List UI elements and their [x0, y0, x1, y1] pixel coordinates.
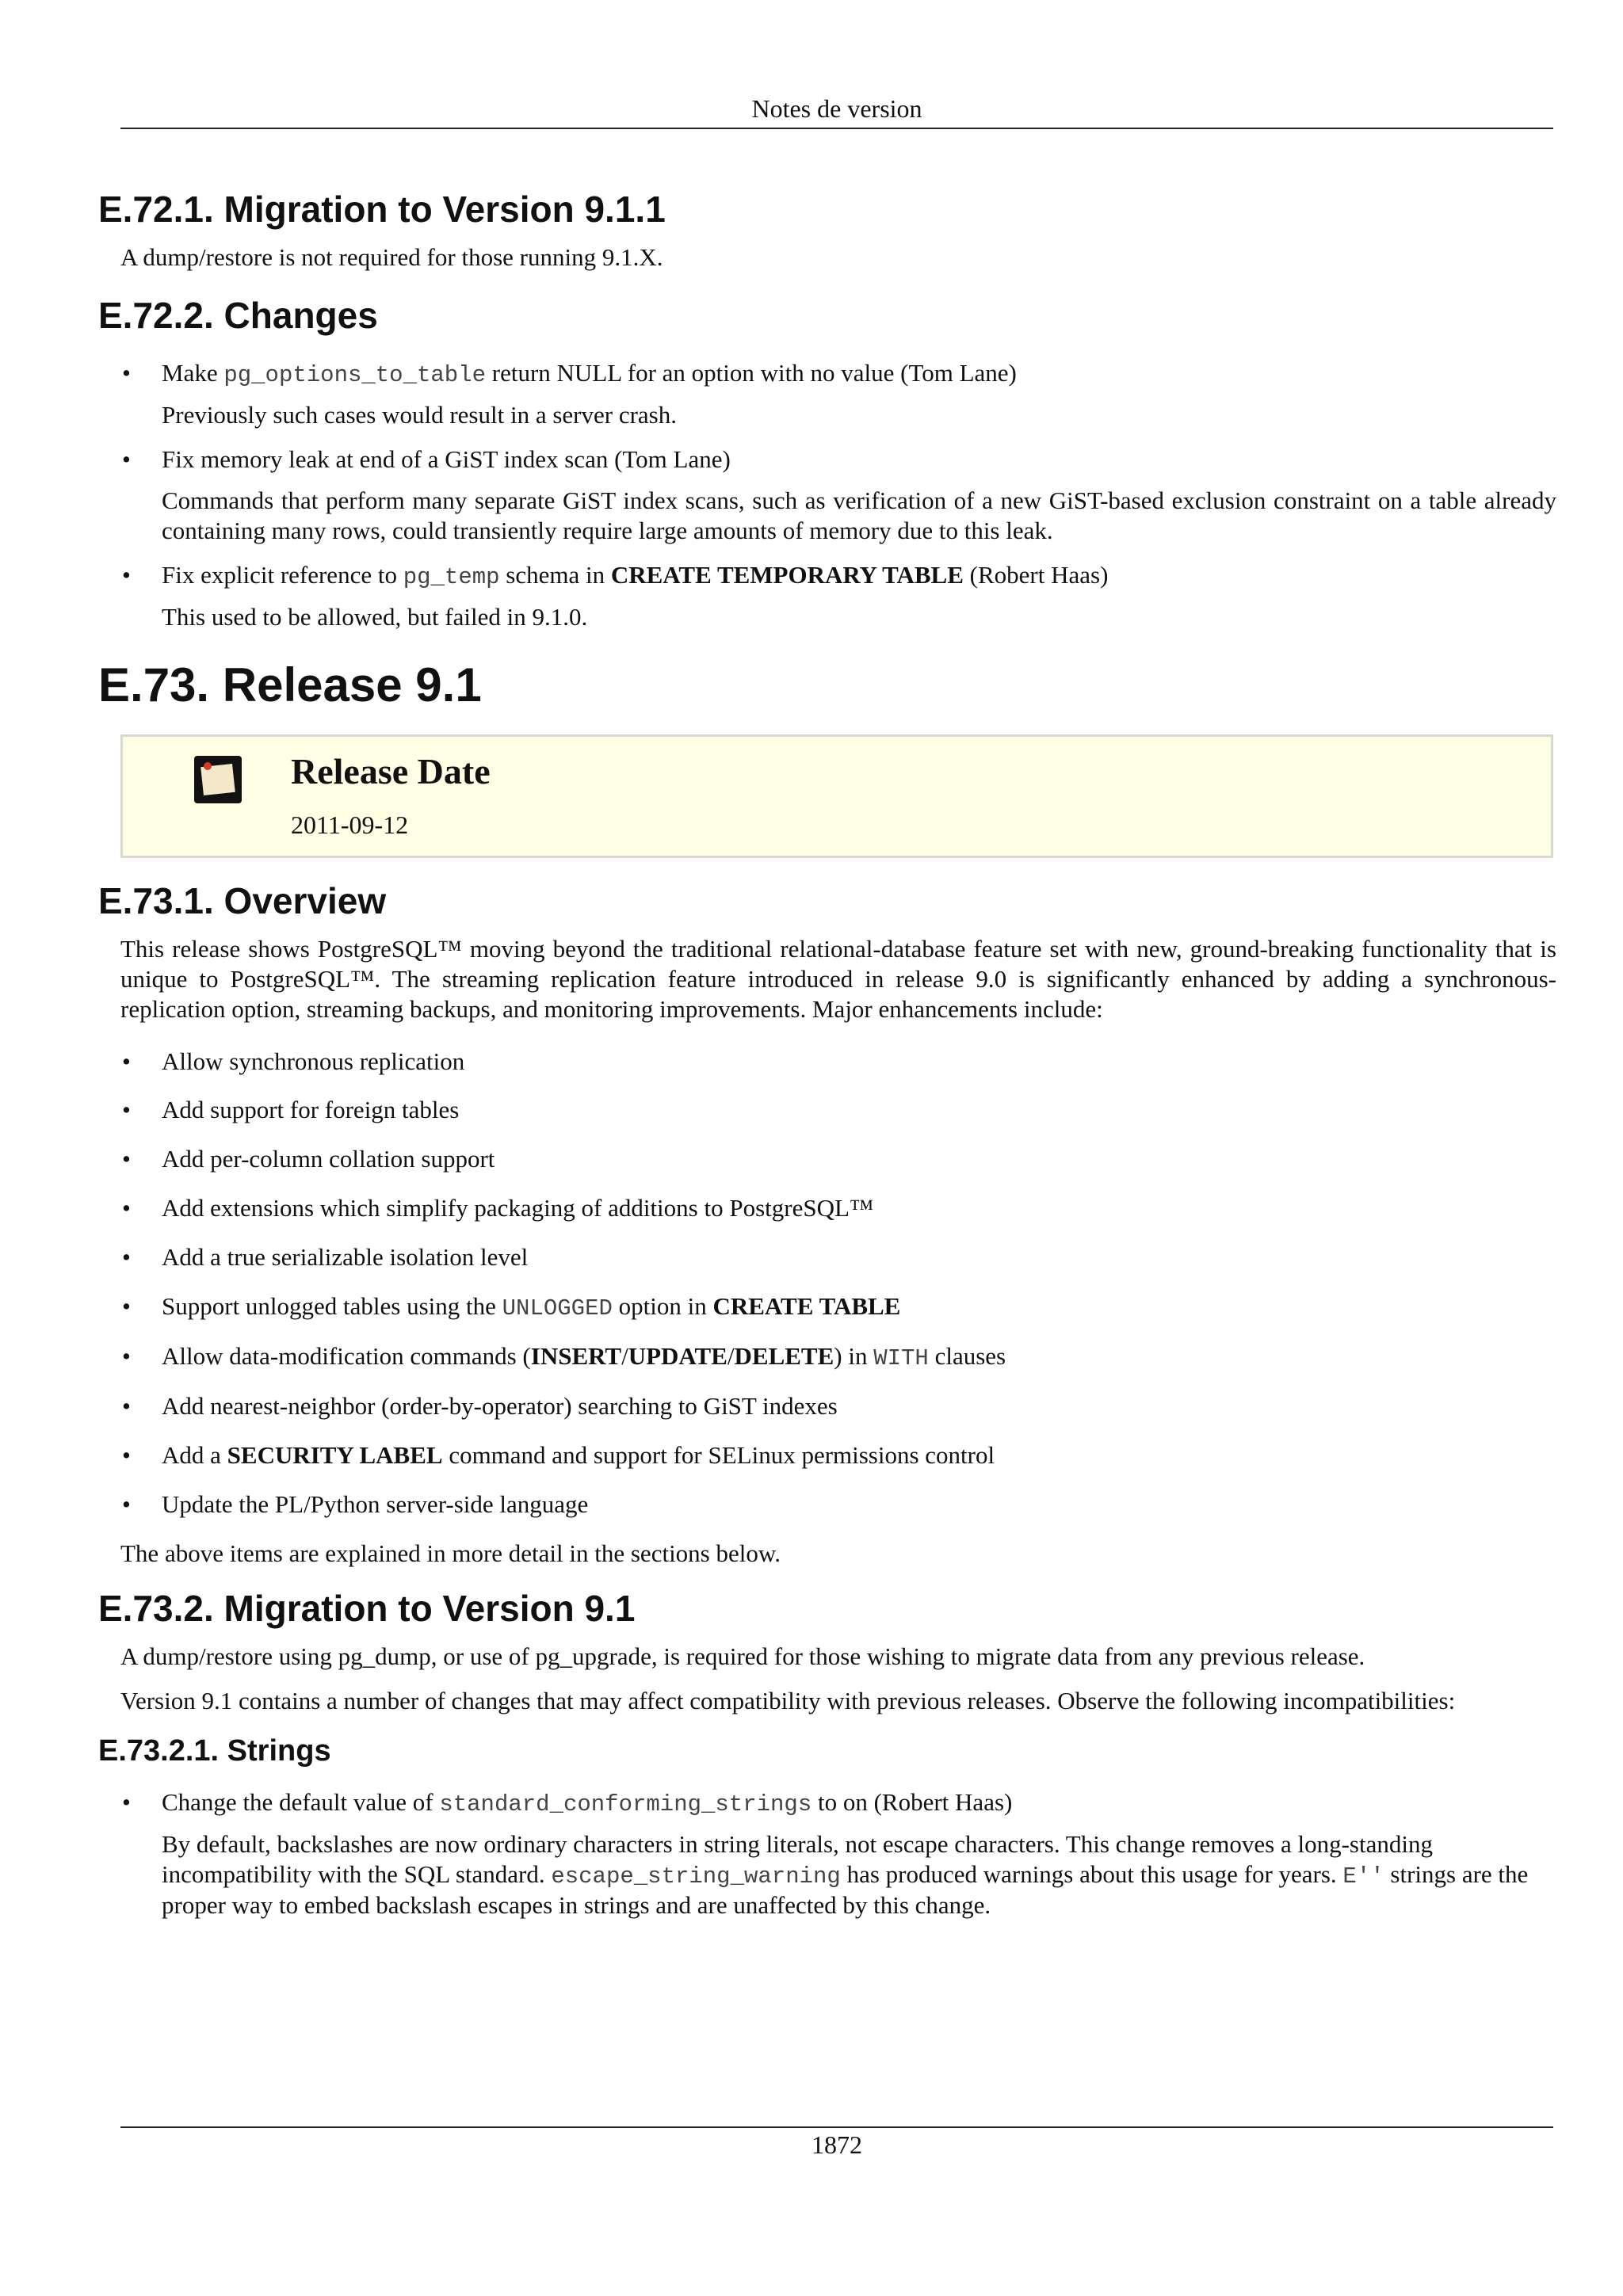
list-item: • Add per-column collation support [98, 1144, 1556, 1174]
inline-code: standard_conforming_strings [439, 1791, 812, 1817]
item-detail: Commands that perform many separate GiST index scans, such as verification of a new GiST-based exclusion constraint on a table already containing many rows, could transiently require large amounts of memory due to this leak. [162, 486, 1556, 544]
section-heading-changes: E.72.2. Changes [98, 294, 378, 336]
page-content [98, 187, 1556, 1935]
changes-list [98, 358, 1556, 632]
section-heading-migration-911: E.72.1. Migration to Version 9.1.1 [98, 189, 666, 230]
list-item: • Add support for foreign tables [98, 1095, 1556, 1125]
release-date-note [120, 734, 1553, 858]
page-number: 1872 [812, 2130, 862, 2159]
section-heading-overview: E.73.1. Overview [98, 880, 387, 922]
list-item: • Update the PL/Python server-side language [98, 1489, 1556, 1520]
running-header: Notes de version [751, 94, 922, 123]
paragraph: A dump/restore is not required for those running 9.1.X. [120, 243, 663, 272]
section-heading-migration-91: E.73.2. Migration to Version 9.1 [98, 1587, 636, 1629]
overview-paragraph: This release shows PostgreSQL™ moving beyond the traditional relational-database feature set with new, ground-breaking functionality that is unique to PostgreSQL™. The streaming replication feature introduced in release 9.0 is significantly enhanced by adding a synchronous-replication option, streaming backups, and monitoring improvements. Major enhancements include: [120, 935, 1556, 1023]
list-item: • Fix explicit reference to pg_temp schema in CREATE TEMPORARY TABLE (Robert Haas) This used to be allowed, but failed in 9.1.0. [98, 560, 1556, 632]
paragraph: The above items are explained in more detail in the sections below. [120, 1539, 781, 1567]
inline-code: pg_options_to_table [223, 362, 486, 389]
inline-code: escape_string_warning [551, 1863, 841, 1890]
note-icon [194, 756, 242, 803]
list-item: • Change the default value of standard_conforming_strings to on (Robert Haas) By default, backslashes are now ordinary characters in string literals, not escape characters. This change removes a long-standing incompatibility with the SQL standard. escape_string_warning has produced warnings about this usage for years. E'' strings are the proper way to embed backslash escapes in strings and are unaffected by this change. [98, 1787, 1556, 1920]
list-item: • Allow synchronous replication [98, 1047, 1556, 1077]
inline-code: pg_temp [403, 563, 500, 590]
inline-code: WITH [873, 1345, 929, 1372]
sql-command: CREATE TEMPORARY TABLE [610, 560, 964, 589]
inline-code: UNLOGGED [502, 1295, 613, 1322]
list-item: • Add extensions which simplify packaging of additions to PostgreSQL™ [98, 1193, 1556, 1223]
strings-list [98, 1787, 1556, 1920]
list-item: • Fix memory leak at end of a GiST index scan (Tom Lane) Commands that perform many separate GiST index scans, such as verification of a new GiST-based exclusion constraint on a table already containing many rows, could transiently require large amounts of memory due to this leak. [98, 444, 1556, 545]
sql-command: CREATE TABLE [712, 1291, 901, 1320]
list-item: • Support unlogged tables using the UNLOGGED option in CREATE TABLE [98, 1291, 1556, 1322]
list-item: • Add a true serializable isolation level [98, 1242, 1556, 1272]
list-item: • Make pg_options_to_table return NULL for an option with no value (Tom Lane) Previously such cases would result in a server crash. [98, 358, 1556, 430]
header-rule [120, 128, 1553, 129]
inline-code: E'' [1342, 1863, 1384, 1890]
list-item: • Add a SECURITY LABEL command and support for SELinux permissions control [98, 1440, 1556, 1470]
subsection-heading-strings: E.73.2.1. Strings [98, 1734, 331, 1768]
item-detail: This used to be allowed, but failed in 9.1.0. [162, 603, 588, 631]
enhancements-list [98, 1047, 1556, 1520]
paragraph: A dump/restore using pg_dump, or use of pg_upgrade, is required for those wishing to migrate data from any previous release. [120, 1642, 1365, 1670]
release-date: 2011-09-12 [291, 810, 409, 840]
chapter-heading-release-91: E.73. Release 9.1 [98, 658, 482, 711]
sql-command: SECURITY LABEL [227, 1441, 443, 1470]
item-detail: By default, backslashes are now ordinary characters in string literals, not escape characters. This change removes a long-standing incompatibility with the SQL standard. escape_string_warning has produced warnings about this usage for years. E'' strings are the proper way to embed backslash escapes in strings and are unaffected by this change. [162, 1830, 1529, 1920]
item-detail: Previously such cases would result in a server crash. [162, 401, 677, 429]
list-item: • Allow data-modification commands (INSERT/UPDATE/DELETE) in WITH clauses [98, 1341, 1556, 1372]
list-item: • Add nearest-neighbor (order-by-operator) searching to GiST indexes [98, 1391, 1556, 1421]
paragraph: Version 9.1 contains a number of changes that may affect compatibility with previous releases. Observe the following incompatibilities: [120, 1686, 1456, 1714]
note-title: Release Date [291, 751, 491, 792]
footer-rule [120, 2126, 1553, 2128]
